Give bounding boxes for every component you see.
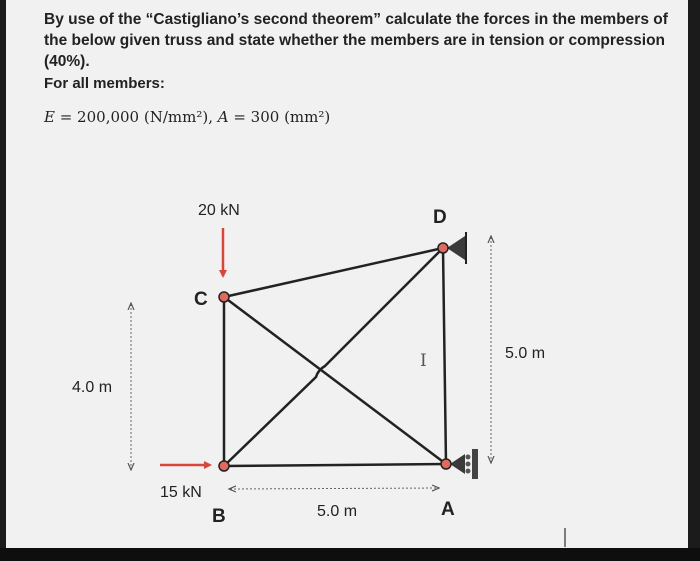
- member-cd: [224, 248, 443, 297]
- bottom-span-label: 5.0 m: [317, 503, 358, 520]
- member-ba: [224, 464, 446, 466]
- modulus-value: = 200,000 (N/mm²),: [54, 108, 218, 126]
- node-a-label: A: [441, 499, 455, 520]
- member-bd: [224, 248, 443, 466]
- modulus-symbol: E: [44, 108, 55, 126]
- node-c-label: C: [194, 289, 208, 310]
- truss-members: [224, 248, 446, 466]
- horizontal-load-label: 15 kN: [160, 484, 202, 501]
- bottom-bezel: [0, 548, 700, 561]
- area-symbol: A: [217, 108, 229, 126]
- bottom-span-dimension: [230, 488, 438, 489]
- support-d: [447, 232, 466, 264]
- support-a: [450, 449, 478, 479]
- members-heading: For all members:: [44, 75, 165, 92]
- node-c: [219, 292, 229, 302]
- right-height-label: 5.0 m: [505, 345, 546, 362]
- text-cursor-icon: I: [420, 351, 427, 371]
- problem-statement: By use of the “Castigliano’s second theorem” calculate the forces in the members of the below given truss and state whether the members are in tension or compression (40%).: [44, 11, 668, 70]
- vertical-load-label: 20 kN: [198, 202, 240, 219]
- node-b-label: B: [212, 506, 226, 527]
- node-d: [438, 243, 448, 253]
- node-b: [219, 461, 229, 471]
- member-ca: [224, 297, 446, 464]
- node-a: [441, 459, 451, 469]
- member-ad: [443, 248, 446, 464]
- node-d-label: D: [433, 207, 447, 228]
- area-value: = 300 (mm²): [228, 108, 331, 126]
- left-height-label: 4.0 m: [72, 379, 113, 396]
